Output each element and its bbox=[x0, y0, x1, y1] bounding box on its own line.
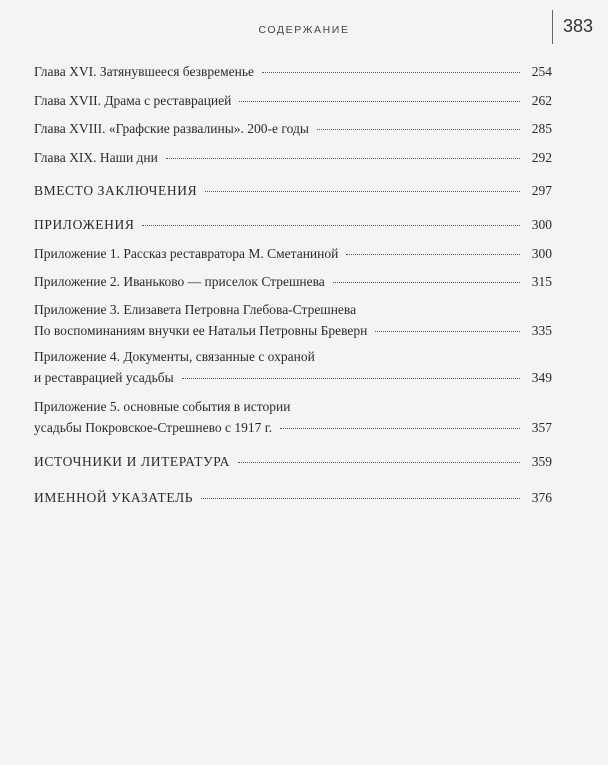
header-divider bbox=[552, 10, 553, 44]
dot-leader bbox=[166, 158, 520, 159]
toc-entry-title: ВМЕСТО ЗАКЛЮЧЕНИЯ bbox=[34, 183, 198, 198]
toc-entry-page: 315 bbox=[531, 274, 552, 289]
toc-entry-appendix-3 bbox=[34, 299, 552, 341]
dot-leader bbox=[182, 378, 520, 379]
toc-entry-title-line2: По воспоминаниям внучки ее Натальи Петровны Бреверн bbox=[34, 323, 368, 338]
toc-entry-appendix-1 bbox=[34, 243, 552, 264]
toc-entry-chapter-17 bbox=[34, 90, 552, 111]
toc-entry-page: 297 bbox=[531, 183, 552, 198]
toc-entry-title-line1: Приложение 4. Документы, связанные с охраной bbox=[34, 349, 315, 364]
toc-entry-page: 359 bbox=[531, 454, 552, 469]
toc-entry-title: Приложение 1. Рассказ реставратора М. Сметаниной bbox=[34, 246, 339, 261]
dot-leader bbox=[375, 331, 520, 332]
toc-entry-page: 254 bbox=[531, 64, 552, 79]
toc-entry-title: Глава XVIII. «Графские развалины». 200-е годы bbox=[34, 121, 309, 136]
running-head: СОДЕРЖАНИЕ bbox=[258, 24, 350, 36]
toc-entry-chapter-18 bbox=[34, 118, 552, 139]
dot-leader bbox=[239, 101, 520, 102]
toc-entry-appendix-2 bbox=[34, 271, 552, 292]
dot-leader bbox=[205, 191, 520, 192]
page-number: 383 bbox=[563, 16, 594, 36]
toc-entry-appendix-5 bbox=[34, 396, 552, 438]
toc-entry-title: ИСТОЧНИКИ И ЛИТЕРАТУРА bbox=[34, 454, 231, 469]
dot-leader bbox=[262, 72, 520, 73]
toc-entry-page: 262 bbox=[531, 93, 552, 108]
toc-entry-page: 357 bbox=[531, 420, 552, 435]
toc-entry-page: 285 bbox=[531, 121, 552, 136]
toc-entry-page: 349 bbox=[531, 370, 552, 385]
toc-entry-appendices bbox=[34, 214, 552, 235]
toc-entry-sources bbox=[34, 451, 552, 472]
dot-leader bbox=[317, 129, 520, 130]
toc-entry-conclusion bbox=[34, 180, 552, 201]
toc-entry-page: 300 bbox=[531, 217, 552, 232]
toc-entry-title-line1: Приложение 3. Елизавета Петровна Глебова-Стрешнева bbox=[34, 302, 357, 317]
toc-entry-chapter-16 bbox=[34, 61, 552, 82]
toc-entry-title-line2: и реставрацией усадьбы bbox=[34, 370, 174, 385]
toc-entry-title: ПРИЛОЖЕНИЯ bbox=[34, 217, 135, 232]
toc-entry-title-line2: усадьбы Покровское-Стрешнево с 1917 г. bbox=[34, 420, 273, 435]
dot-leader bbox=[346, 254, 520, 255]
toc-entry-title: ИМЕННОЙ УКАЗАТЕЛЬ bbox=[34, 490, 194, 505]
toc-entry-title: Глава XIX. Наши дни bbox=[34, 150, 158, 165]
dot-leader bbox=[201, 498, 520, 499]
toc-entry-title: Приложение 2. Иваньково — приселок Стрешнева bbox=[34, 274, 325, 289]
toc-entry-title: Глава XVII. Драма с реставрацией bbox=[34, 93, 232, 108]
toc-entry-index bbox=[34, 487, 552, 508]
toc-entry-page: 376 bbox=[531, 490, 552, 505]
dot-leader bbox=[333, 282, 520, 283]
toc-entry-title: Глава XVI. Затянувшееся безвременье bbox=[34, 64, 255, 79]
toc-entry-chapter-19 bbox=[34, 147, 552, 168]
dot-leader bbox=[238, 462, 520, 463]
dot-leader bbox=[142, 225, 520, 226]
toc-entry-page: 292 bbox=[531, 150, 552, 165]
toc-entry-page: 335 bbox=[531, 323, 552, 338]
toc-entry-title-line1: Приложение 5. основные события в истории bbox=[34, 399, 291, 414]
dot-leader bbox=[280, 428, 520, 429]
toc-entry-appendix-4 bbox=[34, 346, 552, 388]
toc-entry-page: 300 bbox=[531, 246, 552, 261]
